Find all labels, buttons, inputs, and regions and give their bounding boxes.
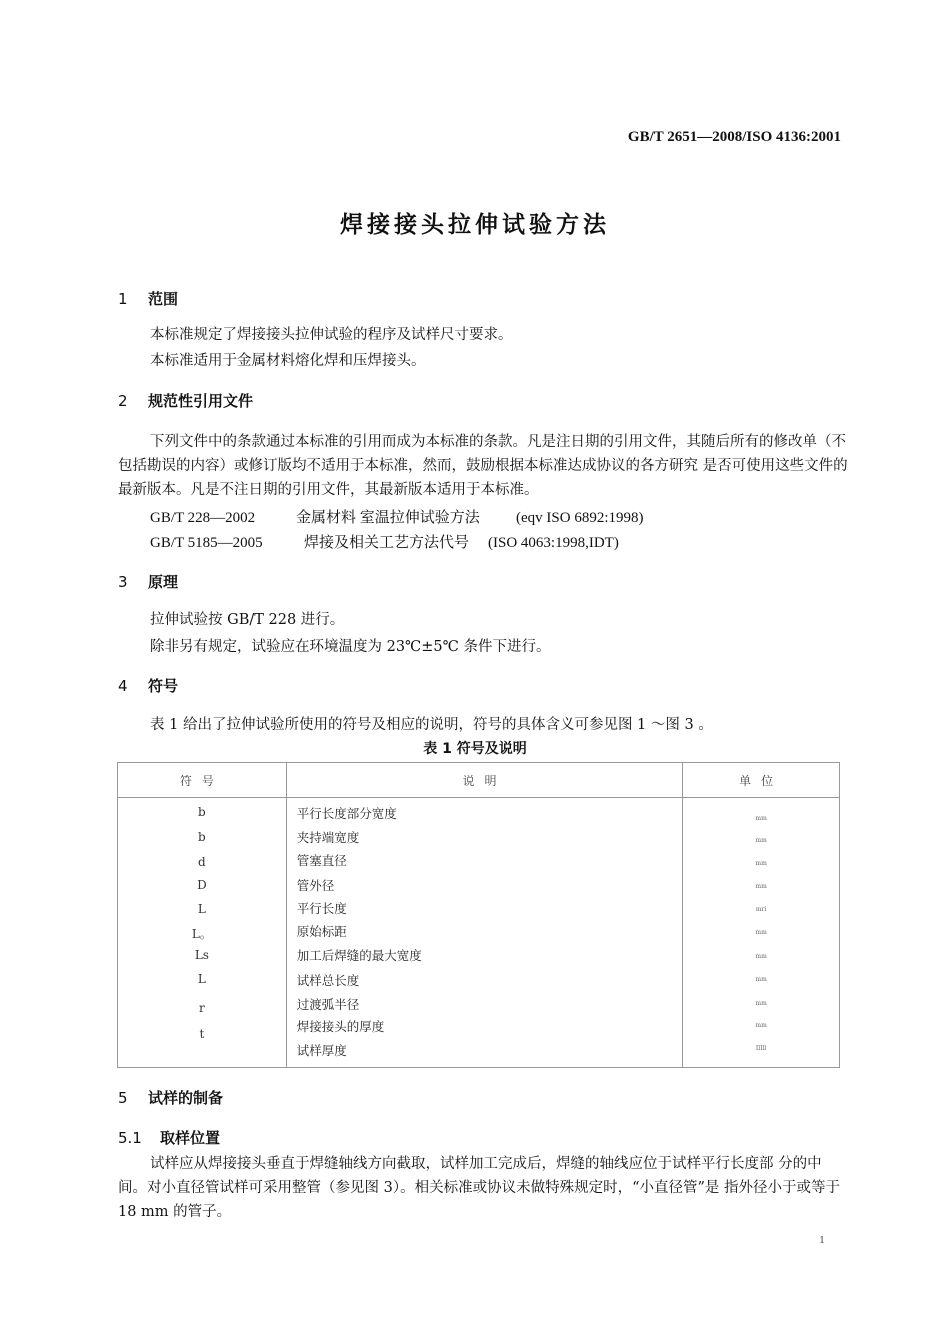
reference-1: [150, 506, 644, 527]
description-cell: 夹持端宽度: [296, 830, 360, 845]
symbol-cell: b: [198, 805, 206, 819]
reference-2: [150, 531, 619, 552]
symbol-cell: t: [199, 1027, 205, 1041]
section-title: 范围: [148, 290, 179, 308]
description-cell: 加工后焊缝的最大宽度: [296, 948, 422, 963]
table-header-description: 说明: [286, 763, 682, 798]
page-number: 1: [819, 1236, 825, 1246]
symbol-cell: D: [197, 878, 207, 892]
unit-cell: mm: [755, 1000, 767, 1007]
symbol-cell: L: [197, 972, 206, 986]
unit-cell: mm: [755, 883, 767, 890]
description-column: [287, 798, 682, 1067]
unit-cell: mm: [755, 953, 767, 960]
table-header-unit: 单位: [683, 763, 840, 798]
unit-cell: mm: [755, 929, 767, 936]
section-5-heading: [118, 1087, 223, 1108]
reference-code: GB/T 228—2002: [150, 510, 256, 526]
paragraph: 除非另有规定，试验应在环境温度为 23℃±5℃ 条件下进行。: [150, 639, 551, 655]
unit-cell: mm: [755, 837, 767, 844]
symbol-cell: L: [197, 902, 206, 916]
symbol-cell: r: [199, 1001, 205, 1015]
reference-code: GB/T 5185—2005: [150, 535, 263, 551]
unit-cell: IlIll: [755, 1045, 767, 1052]
section-2-heading: [118, 390, 253, 411]
description-cell: 平行长度部分宽度: [296, 806, 397, 821]
unit-cell: mm: [755, 1022, 767, 1029]
symbol-cell: L。: [191, 927, 212, 941]
document-title: 焊接接头拉伸试验方法: [340, 212, 610, 238]
paragraph: 下列文件中的条款通过本标准的引用而成为本标准的条款。凡是注日期的引用文件，其随后所有的修改单（不包括勘误的内容）或修订版均不适用于本标准，然而，鼓励根据本标准达成协议的各方研究 是否可使用这些文件的最新版本。凡是不注日期的引用文件，其最新版本适用于本标准。: [118, 434, 848, 498]
reference-name: 焊接及相关工艺方法代号: [304, 535, 470, 551]
section-title: 试样的制备: [148, 1089, 224, 1107]
symbol-cell: Ls: [194, 948, 209, 962]
section-number: 1: [118, 290, 128, 308]
section-number: 5.1: [118, 1129, 142, 1147]
table-caption: 表 1 符号及说明: [423, 741, 527, 757]
unit-cell: mm: [755, 860, 767, 867]
symbol-cell: b: [198, 830, 206, 844]
reference-equivalence: (eqv ISO 6892:1998): [516, 510, 644, 526]
description-cell: 管外径: [296, 878, 335, 893]
table-header-symbol: 符号: [118, 763, 287, 798]
section-3-heading: [118, 571, 178, 592]
section-title: 规范性引用文件: [148, 392, 254, 410]
section-number: 5: [118, 1089, 128, 1107]
paragraph: 本标准规定了焊接接头拉伸试验的程序及试样尺寸要求。: [150, 327, 513, 343]
section-4-heading: [118, 675, 178, 696]
reference-name: 金属材料 室温拉伸试验方法: [296, 510, 480, 526]
symbol-cell: d: [198, 855, 206, 869]
standard-code: GB/T 2651—2008/ISO 4136:2001: [627, 129, 841, 145]
symbols-table: [117, 762, 840, 1068]
paragraph: 表 1 给出了拉伸试验所使用的符号及相应的说明，符号的具体含义可参见图 1 ～图 3 。: [150, 717, 713, 733]
paragraph: 试样应从焊接接头垂直于焊缝轴线方向截取，试样加工完成后，焊缝的轴线应位于试样平行长度部 分的中间。对小直径管试样可采用整管（参见图 3）。相关标准或协议未做特殊规定时，“小直径管”是 指外径小于或等于 18 mm 的管子。: [118, 1156, 841, 1220]
description-cell: 平行长度: [296, 901, 347, 916]
description-cell: 原始标距: [296, 924, 347, 939]
section-number: 4: [118, 677, 128, 695]
reference-equivalence: (ISO 4063:1998,IDT): [488, 535, 619, 551]
description-cell: 试样厚度: [296, 1043, 347, 1058]
paragraph: 本标准适用于金属材料熔化焊和压焊接头。: [150, 353, 426, 369]
description-cell: 管塞直径: [296, 853, 347, 868]
section-5-1-heading: [118, 1127, 220, 1148]
symbol-column: [118, 798, 286, 1067]
description-cell: 过渡弧半径: [296, 997, 360, 1012]
unit-cell: mri: [755, 906, 767, 913]
unit-cell: mm: [755, 976, 767, 983]
description-cell: 焊接接头的厚度: [296, 1019, 385, 1034]
section-number: 2: [118, 392, 128, 410]
paragraph: 拉伸试验按 GB/T 228 进行。: [150, 612, 345, 628]
unit-column: [683, 798, 839, 1067]
unit-cell: mm: [755, 815, 767, 822]
section-1-heading: [118, 288, 178, 309]
description-cell: 试样总长度: [296, 973, 360, 988]
section-title: 原理: [148, 573, 179, 591]
section-title: 符号: [148, 677, 179, 695]
section-number: 3: [118, 573, 128, 591]
section-title: 取样位置: [160, 1129, 221, 1147]
